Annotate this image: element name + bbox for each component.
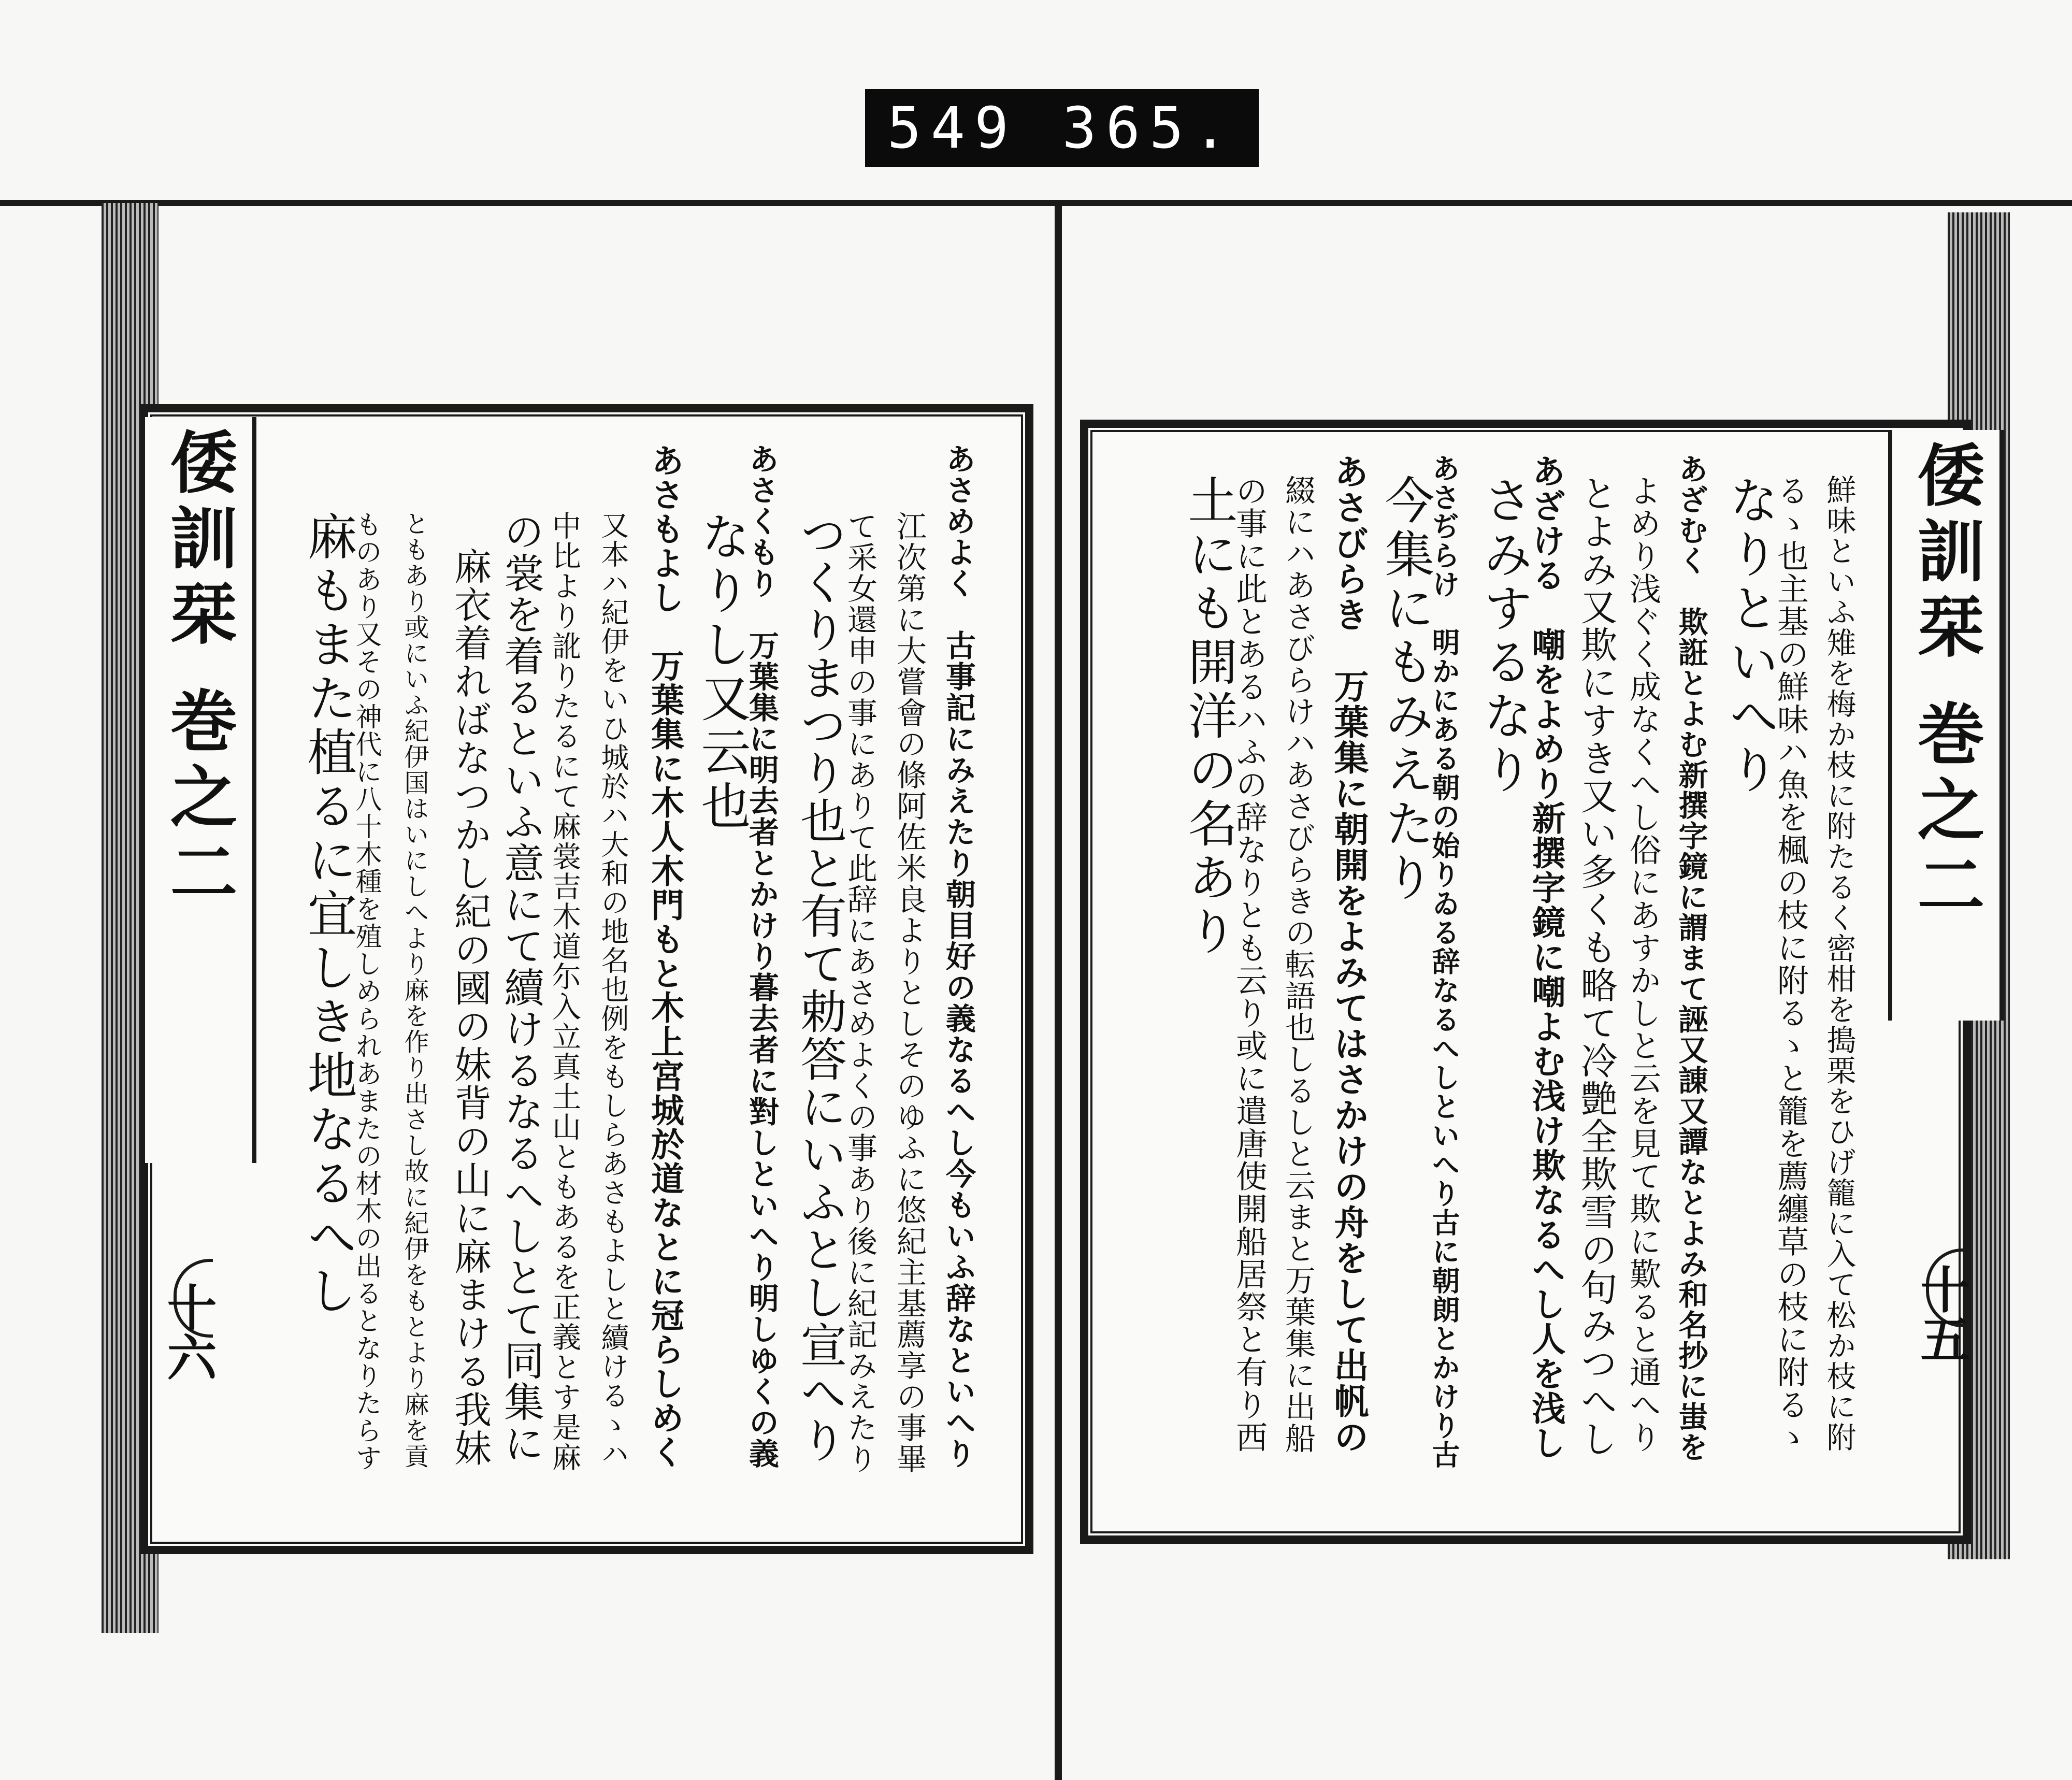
text-column: ものあり又その神代に八十木種を殖しめられあまたの材木の出るとなりたらす <box>351 511 381 1472</box>
left-folio-number: 十六 <box>159 1282 218 1382</box>
text-column: の裳を着るといふ意にて續けるなるへしとて同集に <box>497 511 544 1464</box>
text-column: 麻もまた植るに宜しき地なるへし <box>299 511 357 1319</box>
text-column: ともあり或にいふ紀伊国はいにしへより麻を作り出さし故に紀伊をもとより麻を貢 <box>400 511 429 1469</box>
call-number-right: 365. <box>1062 95 1237 161</box>
text-column: 鮮味といふ雉を梅か枝に附たるく密柑を搗栗をひげ籠に入て松か枝に附 <box>1822 475 1856 1453</box>
right-margin-title: 倭訓栞 巻之二 <box>1888 430 2004 1021</box>
left-page-panel <box>140 404 1033 1554</box>
text-column: あさびらき 万葉集に朝開をよみてはさかけの舟をして出帆の <box>1329 454 1370 1455</box>
binding-top-bar <box>0 200 2072 206</box>
text-column: 土にも開洋の名あり <box>1180 475 1238 959</box>
call-number-label <box>865 89 1259 167</box>
text-column: なりし又云也 <box>693 511 751 834</box>
text-column: あさぢらけ 明かにある朝の始りゐる辞なるへしといへり古に朝朗とかけり古 <box>1428 454 1461 1469</box>
text-column: 今集にもみえたり <box>1377 475 1435 906</box>
text-column: あさくもり 万葉集に明去者とかけり暮去者に對しといへり明しゆくの義 <box>744 443 779 1469</box>
text-column: 江次第に大嘗會の條阿佐米良よりとしそのゆふに悠紀主基薦享の事畢 <box>891 511 927 1474</box>
text-column: あさもよし 万葉集に木人木門もと木上宮城於道なとに冠らしめく <box>645 443 684 1469</box>
book-spine <box>1055 205 1062 1780</box>
call-number-left: 549 <box>887 95 1018 161</box>
text-column: 中比より訛りたるにて麻裳吉木道尓入立真土山ともあるを正義とす是麻 <box>548 511 581 1472</box>
right-folio-number: 十五 <box>1912 1264 1971 1363</box>
text-column: よめり浅ぐく成なくへし俗にあすかしと云を見て欺に歎ると通へり <box>1624 475 1661 1454</box>
right-page-panel <box>1080 420 1971 1544</box>
text-column: つくりまつり也と有て勅答にいふとし宣へり <box>792 511 846 1464</box>
text-column: るゝ也主基の鮮味ハ魚を楓の枝に附るゝと籠を薦纏草の枝に附るゝ <box>1772 475 1809 1454</box>
text-column: 麻衣着ればなつかし紀の國の妹背の山に麻まける我妹 <box>448 547 492 1467</box>
text-column: あさめよく 古事記にみえたり朝目好の義なるへし今もいふ辞なといへり <box>941 443 976 1469</box>
text-column: 又本ハ紀伊をいひ城於ハ大和の地名也例をもしらあさもよしと續けるゝハ <box>597 511 629 1468</box>
text-column: さみするなり <box>1475 475 1533 798</box>
text-column: の事に此とあるハふの辞なりとも云り或に遣唐使開船居祭と有り西 <box>1231 475 1268 1454</box>
text-column: なりといへり <box>1721 475 1779 798</box>
text-column: あざける 嘲をよめり新撰字鏡に嘲よむ浅け欺なるへし人を浅し <box>1526 454 1565 1460</box>
left-margin-title: 倭訓栞 巻之二 <box>141 417 256 1163</box>
text-column: 綴にハあさびらけハあさびらきの転語也しるしと云まと万葉集に出船 <box>1280 475 1316 1454</box>
text-column: とよみ又欺にすき又い多くも略て冷艶全欺雪の句みつへし <box>1575 475 1618 1458</box>
text-column: て采女還申の事にありて此辞にあさめよくの事あり後に紀記みえたり <box>842 511 877 1474</box>
text-column: あざむく 欺誑とよむ新撰字鏡に謂まて誣又諌又譚なとよみ和名抄に蚩を <box>1674 454 1708 1462</box>
